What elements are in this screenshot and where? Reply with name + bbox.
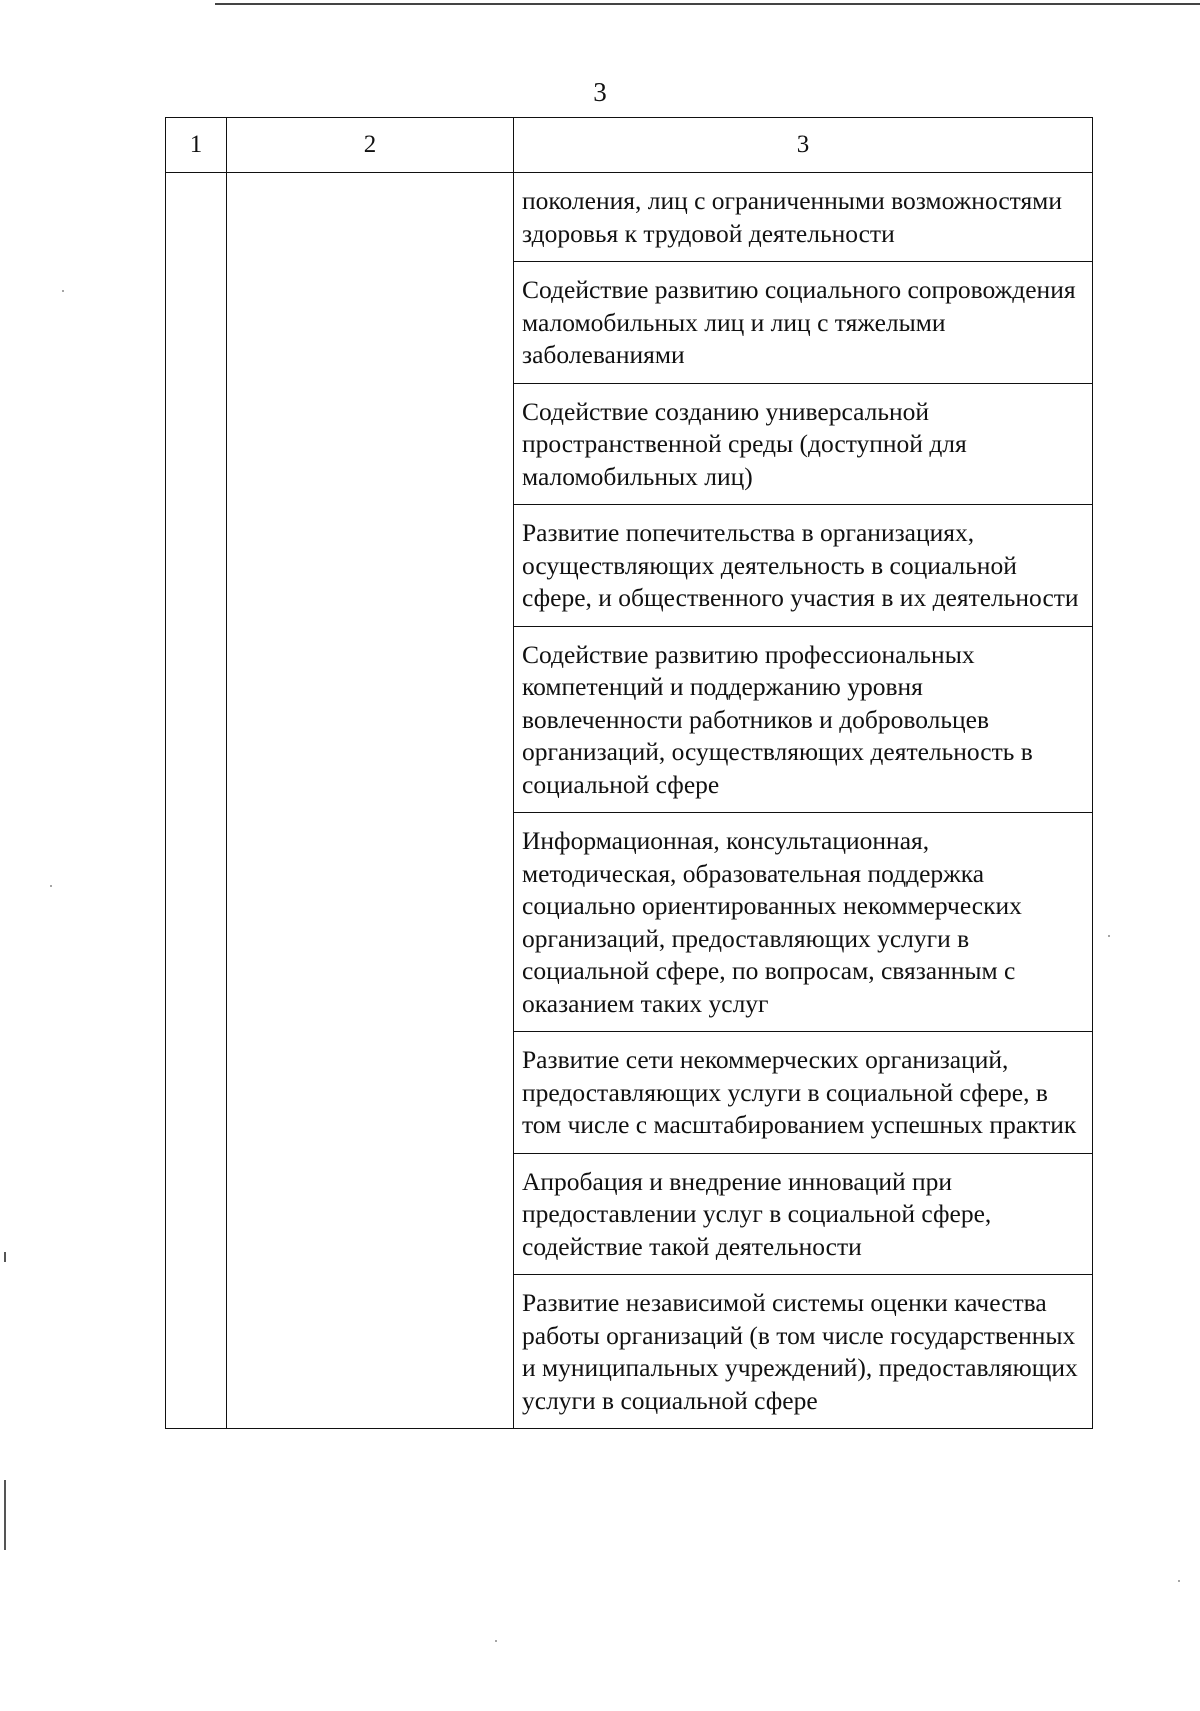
cell-text: Содействие развитию социального сопровождения маломобильных лиц и лиц с тяжелыми заболеваниями (522, 275, 1076, 369)
cell-text: Развитие независимой системы оценки качества работы организаций (в том числе государственных и муниципальных учреждений), предоставляющих услуги в социальной сфере (522, 1288, 1078, 1415)
cell-text: Информационная, консультационная, методическая, образовательная поддержка социально ориентированных некоммерческих организаций, предоставляющих услуги в социальной сфере, по вопросам, связанным с оказанием таких услуг (522, 826, 1022, 1018)
table-cell (514, 173, 1093, 262)
table-cell (514, 1032, 1093, 1154)
column-2-cell (227, 173, 514, 1429)
page-number: 3 (593, 77, 607, 107)
cell-text: Содействие созданию универсальной пространственной среды (доступной для маломобильных лиц) (522, 396, 967, 491)
cell-text: Содействие развитию профессиональных компетенций и поддержанию уровня вовлеченности работников и добровольцев организаций, осуществляющих деятельность в социальной сфере (522, 639, 1033, 799)
scan-top-rule (215, 3, 1200, 5)
column-header-1: 1 (166, 118, 227, 173)
scan-speck (1108, 935, 1110, 937)
cell-text: поколения, лиц с ограниченными возможностями здоровья к трудовой деятельности (522, 186, 1062, 248)
cell-text: Развитие попечительства в организациях, осуществляющих деятельность в социальной сфере, и общественного участия в их деятельности (522, 518, 1079, 612)
table-cell (514, 262, 1093, 384)
table-cell (514, 626, 1093, 813)
column-header-2: 2 (227, 118, 514, 173)
scan-speck (1178, 1580, 1180, 1582)
scan-margin-mark (4, 1252, 6, 1262)
table-cell (514, 1153, 1093, 1275)
column-1-cell (166, 173, 227, 1429)
table-cell (514, 813, 1093, 1032)
column-header-3: 3 (514, 118, 1093, 173)
scan-margin-mark (4, 1480, 6, 1550)
measures-table (165, 117, 1093, 1429)
table-row (166, 173, 1093, 262)
table-cell (514, 1275, 1093, 1429)
table-cell (514, 383, 1093, 505)
table-header-row (166, 118, 1093, 173)
cell-text: Развитие сети некоммерческих организаций, предоставляющих услуги в социальной сфере, в том числе с масштабированием успешных практик (522, 1045, 1077, 1139)
cell-text: Апробация и внедрение инноваций при предоставлении услуг в социальной сфере, содействие такой деятельности (522, 1166, 992, 1261)
scan-speck (62, 290, 64, 292)
scan-speck (50, 885, 52, 887)
scan-speck (495, 1640, 497, 1642)
table-cell (514, 505, 1093, 627)
